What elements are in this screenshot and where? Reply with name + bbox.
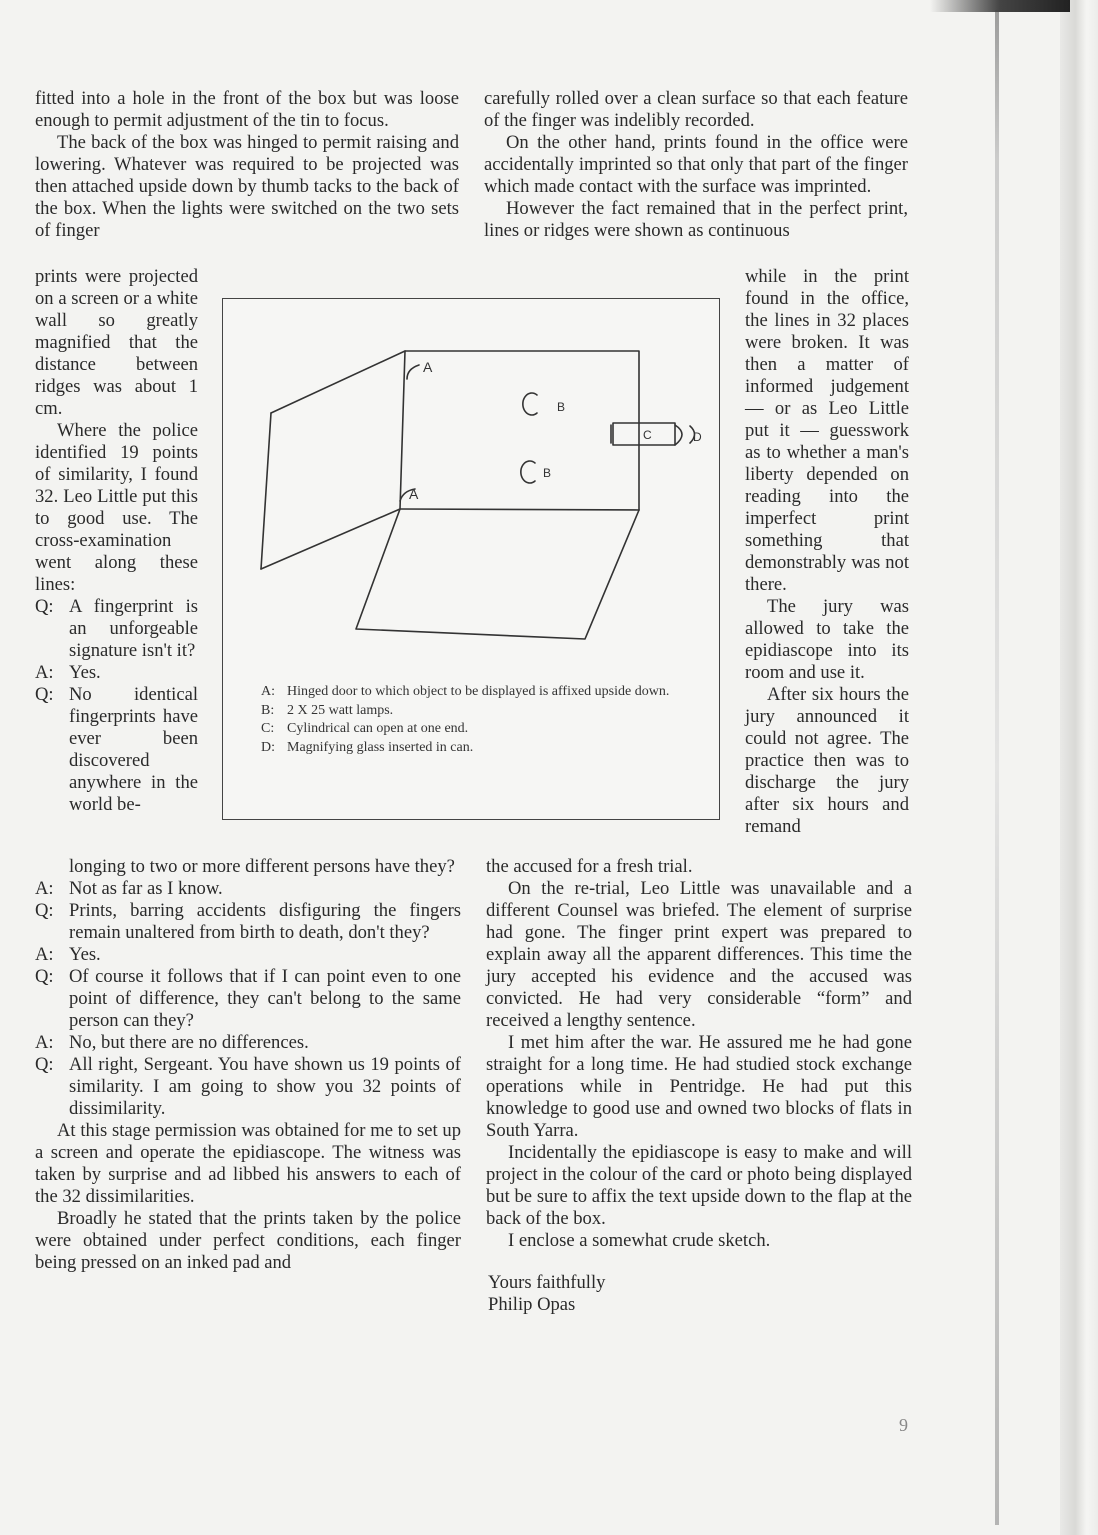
page-top-edge-mark [930, 0, 1070, 12]
legend-text: 2 X 25 watt lamps. [287, 702, 394, 718]
legend-row-b [261, 702, 681, 721]
question-2-end [35, 856, 461, 878]
legend-row-c [261, 720, 681, 739]
epidiascope-sketch [222, 298, 720, 820]
paragraph-broadly: Broadly he stated that the prints taken by the police were obtained under perfect conditions, each finger being pressed on an inked pad and [35, 1208, 461, 1273]
box-back-bottom [400, 509, 639, 510]
box-back-outline [405, 351, 639, 510]
qa-label: A: [35, 662, 54, 683]
hinge-arrow-top [407, 365, 419, 379]
paragraph-points-of-similarity: Where the police identified 19 points of similarity, I found 32. Leo Little put this to good use. The cross-examination went along these lines: [35, 420, 198, 595]
question-2-start [35, 684, 198, 816]
label-a-top: A [423, 359, 433, 375]
legend-row-d [261, 739, 681, 758]
qa-label: A: [35, 1032, 54, 1053]
legend-key: B: [261, 702, 275, 718]
qa-text: No identical fingerprints have ever been discovered anywhere in the world be- [69, 684, 198, 815]
right-column-bottom [486, 856, 912, 1252]
answer-1 [35, 662, 198, 684]
qa-label: A: [35, 878, 54, 899]
paragraph-magnified: prints were projected on a screen or a white wall so greatly magnified that the distance between ridges was about 1 cm. [35, 266, 198, 419]
signoff [488, 1272, 605, 1316]
hinged-door-outline [356, 509, 639, 639]
lamp-bottom [521, 461, 535, 483]
paragraph-jury-allowed: The jury was allowed to take the epidiascope into its room and use it. [745, 596, 909, 683]
question-5 [35, 1054, 461, 1120]
signature-name: Philip Opas [488, 1294, 576, 1315]
qa-label: Q: [35, 596, 54, 617]
legend-text: Cylindrical can open at one end. [287, 721, 469, 737]
paragraph-fresh-trial: the accused for a fresh trial. [486, 856, 693, 877]
qa-text: Yes. [69, 662, 101, 683]
closing: Yours faithfully [488, 1272, 606, 1293]
left-column-bottom [35, 856, 461, 1274]
box-side-top [271, 351, 405, 413]
paragraph-incidentally: Incidentally the epidiascope is easy to make and will project in the colour of the card or photo being displayed but be sure to affix the text upside down to the flap at the back of the box. [486, 1142, 912, 1229]
label-d: D [693, 430, 702, 444]
legend-key: A: [261, 684, 275, 699]
question-3 [35, 900, 461, 944]
page-number: 9 [899, 1415, 908, 1435]
question-4 [35, 966, 461, 1032]
label-b-top: B [557, 400, 566, 414]
magnifying-glass [675, 425, 682, 445]
qa-label-spacer [35, 856, 69, 878]
qa-text: All right, Sergeant. You have shown us 19 points of similarity. I am going to show you 32 points of dissimilarity. [69, 1054, 461, 1119]
paragraph-six-hours: After six hours the jury announced it could not agree. The practice then was to discharge the jury after six hours and remand [745, 684, 909, 837]
paragraph-focus: fitted into a hole in the front of the box but was loose enough to permit adjustment of the tin to focus. [35, 88, 459, 131]
legend-text: Hinged door to which object to be displayed is affixed upside down. [287, 684, 670, 699]
qa-label: Q: [35, 900, 54, 921]
paragraph-broken-lines: while in the print found in the office, the lines in 32 places were broken. It was then a matter of informed judgement — or as Leo Little put it — guesswork as to whether a man's liberty depended on reading into the imperfect print something that demonstrably was not there. [745, 266, 909, 595]
lamp-top [523, 393, 537, 415]
qa-label: Q: [35, 1054, 54, 1075]
qa-label: Q: [35, 966, 54, 987]
answer-3 [35, 944, 461, 966]
page-edge-line [995, 10, 999, 1525]
left-column-top [35, 88, 459, 242]
qa-label: A: [35, 944, 54, 965]
qa-label: Q: [35, 684, 54, 705]
page-edge-shadow [1060, 0, 1098, 1535]
legend-key: C: [261, 721, 275, 737]
qa-text: Yes. [69, 944, 101, 965]
label-c: C [643, 428, 652, 442]
right-column-top [484, 88, 908, 242]
paragraph-rolled: carefully rolled over a clean surface so that each feature of the finger was indelibly recorded. [484, 88, 908, 131]
qa-text: No, but there are no differences. [69, 1032, 309, 1053]
qa-text: Not as far as I know. [69, 878, 223, 899]
qa-text: longing to two or more different persons have they? [69, 856, 455, 877]
legend-text: Magnifying glass inserted in can. [287, 739, 474, 755]
paragraph-enclose: I enclose a somewhat crude sketch. [508, 1230, 771, 1251]
label-a-mid: A [409, 486, 419, 502]
answer-4 [35, 1032, 461, 1054]
qa-text: Of course it follows that if I can point even to one point of difference, they can't belong to the same person can they? [69, 966, 461, 1031]
left-column-narrow [35, 266, 198, 816]
label-b-mid: B [543, 466, 552, 480]
paragraph-stage: At this stage permission was obtained for me to set up a screen and operate the epidiascope. The witness was taken by surprise and ad libbed his answers to each of the 32 dissimilarities. [35, 1120, 461, 1207]
answer-2 [35, 878, 461, 900]
box-side-front [261, 413, 271, 569]
paragraph-however: However the fact remained that in the perfect print, lines or ridges were shown as continuous [484, 198, 908, 241]
box-side-bottom [261, 509, 400, 569]
paragraph-met-him: I met him after the war. He assured me he had gone straight for a long time. He had studied stock exchange operations while in Pentridge. He had put this knowledge to good use and owned two blocks of flats in South Yarra. [486, 1032, 912, 1141]
legend-key: D: [261, 739, 275, 755]
figure-legend [261, 683, 681, 757]
qa-text: Prints, barring accidents disfiguring the fingers remain unaltered from birth to death, don't they? [69, 900, 461, 943]
paragraph-office-prints: On the other hand, prints found in the office were accidentally imprinted so that only that part of the finger which made contact with the surface was imprinted. [484, 132, 908, 197]
qa-text: A fingerprint is an unforgeable signature isn't it? [69, 596, 198, 661]
right-column-narrow [745, 266, 909, 838]
question-1 [35, 596, 198, 662]
paragraph-hinged-back: The back of the box was hinged to permit raising and lowering. Whatever was required to be projected was then attached upside down by thumb tacks to the back of the box. When the lights were switched on the two sets of finger [35, 132, 459, 241]
box-back-left [400, 351, 405, 509]
legend-row-a [261, 683, 681, 702]
paragraph-retrial: On the re-trial, Leo Little was unavailable and a different Counsel was briefed. The element of surprise had gone. The finger print expert was prepared to explain away all the apparent differences. This time the jury accepted his evidence and the accused was convicted. He had very considerable “form” and received a lengthy sentence. [486, 878, 912, 1031]
